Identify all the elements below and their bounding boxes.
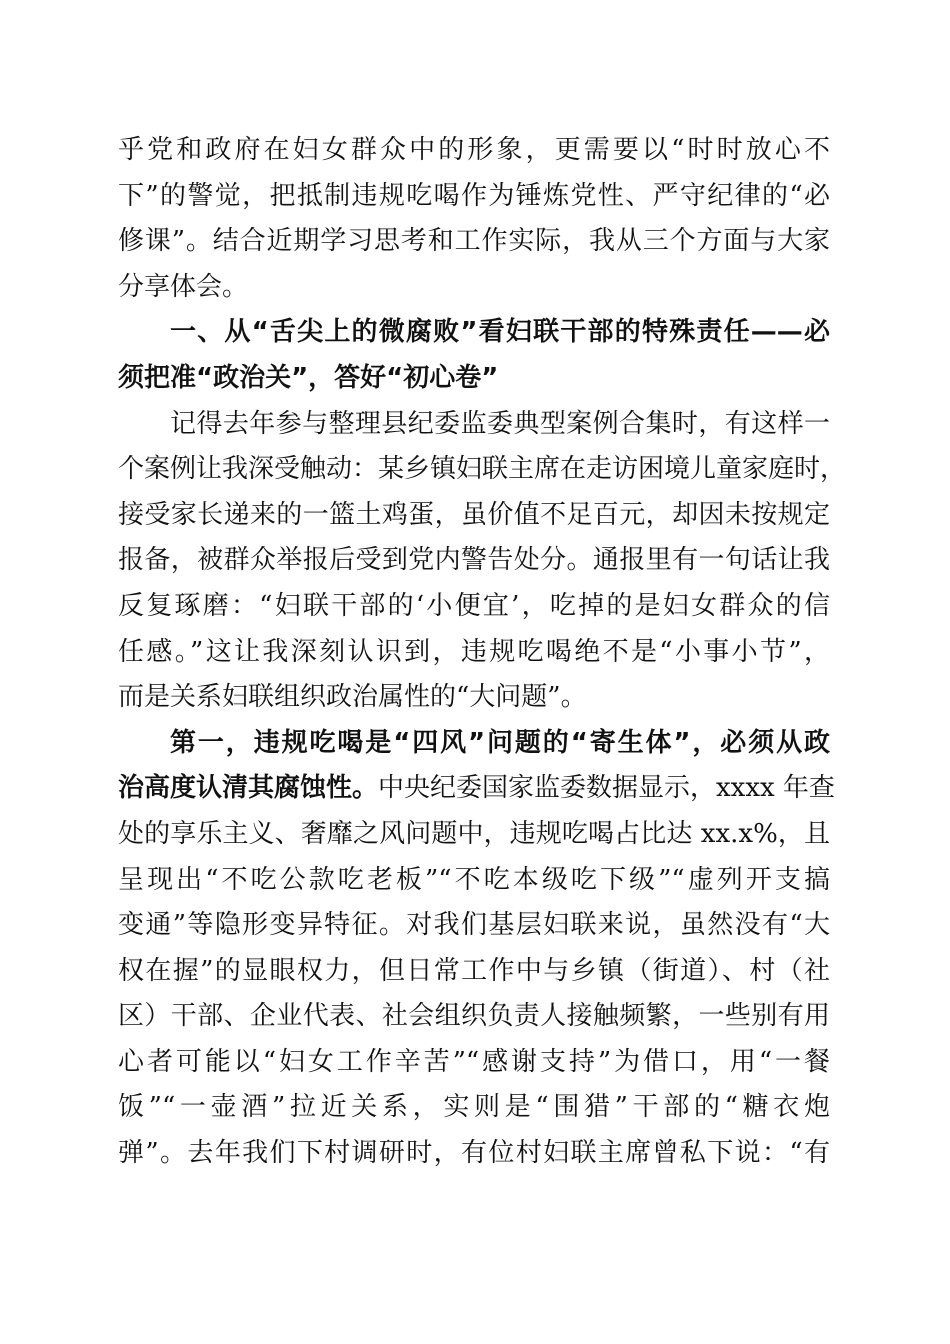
text-line: 修课”。结合近期学习思考和工作实际，我从三个方面与大家 <box>118 226 830 257</box>
section-heading <box>118 310 830 401</box>
text-line: 权在握”的显眼权力，但日常工作中与乡镇（街道）、村（社 <box>118 955 830 986</box>
paragraph <box>118 721 835 1177</box>
bold-lead-run: 治高度认清其腐蚀性。 <box>118 773 379 804</box>
text-line: 分享体会。 <box>118 271 249 302</box>
text-line: 记得去年参与整理县纪委监委典型案例合集时，有这样一 <box>170 408 830 439</box>
text-line: 乎党和政府在妇女群众中的形象，更需要以“时时放心不 <box>118 135 830 165</box>
document-body <box>118 128 847 1177</box>
text-line: 而是关系妇联组织政治属性的“大问题”。 <box>118 682 587 713</box>
text-line: 呈现出“不吃公款吃老板”“不吃本级吃下级”“虚列开支搞 <box>118 864 830 895</box>
bold-lead-line: 第一，违规吃喝是“四风”问题的“寄生体”，必须从政 <box>170 727 830 758</box>
text-line: 个案例让我深受触动：某乡镇妇联主席在走访困境儿童家庭时， <box>118 454 847 485</box>
text-line: 处的享乐主义、奢靡之风问题中，违规吃喝占比达 xx.x%，且 <box>118 818 830 849</box>
text-line: 饭”“一壶酒”拉近关系，实则是“围猎”干部的“糖衣炮 <box>118 1092 830 1123</box>
text-line: 区）干部、企业代表、社会组织负责人接触频繁，一些别有用 <box>118 1001 830 1032</box>
paragraph <box>118 402 847 721</box>
heading-line: 一、从“舌尖上的微腐败”看妇联干部的特殊责任——必 <box>170 317 830 348</box>
heading-line: 须把准“政治关”，答好“初心卷” <box>118 362 499 393</box>
text-line: 接受家长递来的一篮土鸡蛋，虽价值不足百元，却因未按规定 <box>118 499 830 530</box>
paragraph <box>118 128 830 310</box>
text-line: 变通”等隐形变异特征。对我们基层妇联来说，虽然没有“大 <box>118 910 830 941</box>
text-line: 反复琢磨：“妇联干部的‘小便宜’，吃掉的是妇女群众的信 <box>118 590 830 621</box>
text-line: 心者可能以“妇女工作辛苦”“感谢支持”为借口，用“一餐 <box>118 1046 830 1077</box>
text-run: 中央纪委国家监委数据显示，xxxx 年查 <box>378 773 835 804</box>
text-line <box>118 766 835 812</box>
text-line: 弹”。去年我们下村调研时，有位村妇联主席曾私下说：“有 <box>118 1138 830 1169</box>
text-line: 任感。”这让我深刻认识到，违规吃喝绝不是“小事小节”， <box>118 636 830 667</box>
text-line: 报备，被群众举报后受到党内警告处分。通报里有一句话让我 <box>118 545 830 576</box>
text-line: 下”的警觉，把抵制违规吃喝作为锤炼党性、严守纪律的“必 <box>118 180 830 211</box>
